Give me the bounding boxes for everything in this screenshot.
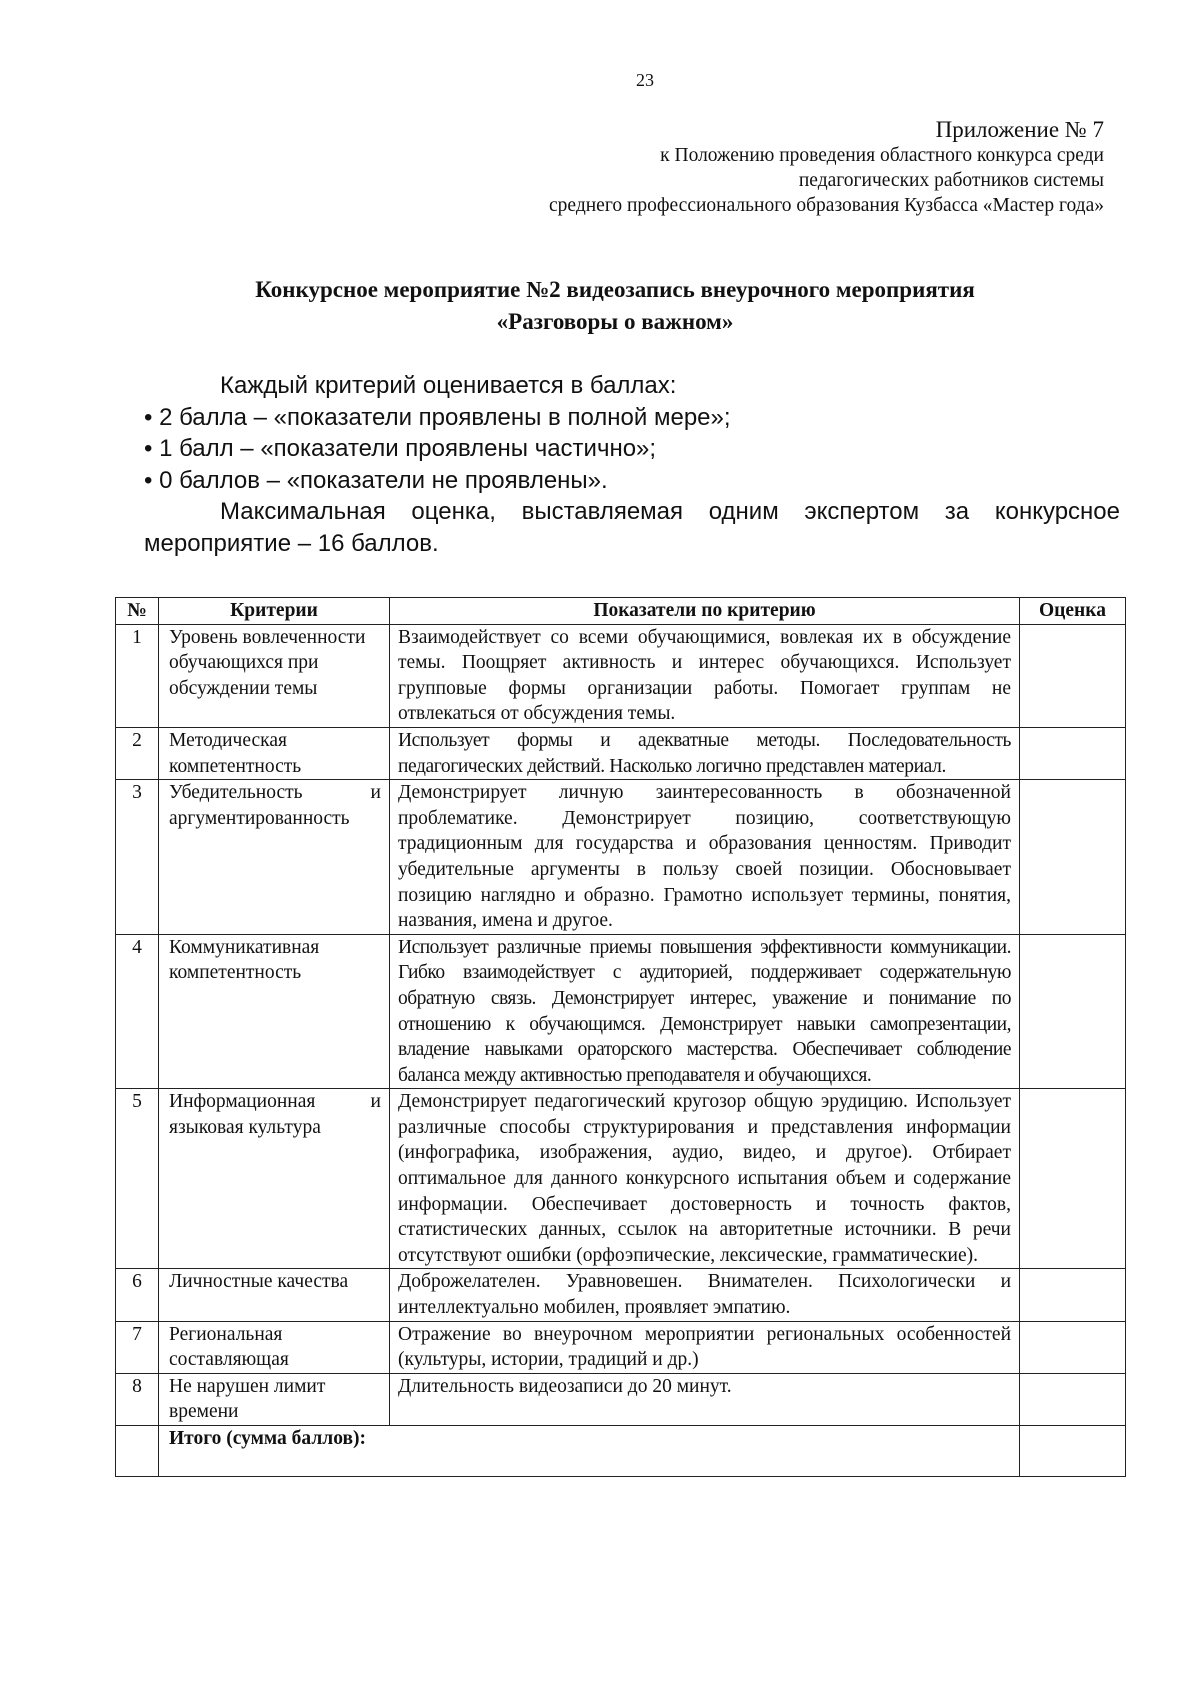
criterion-indicators: Длительность видеозаписи до 20 минут. (390, 1373, 1020, 1425)
criterion-name: Информационная и языковая культура (159, 1089, 390, 1269)
header-indicators: Показатели по критерию (390, 598, 1020, 625)
table-row (116, 1373, 1126, 1425)
table-row (116, 934, 1126, 1089)
criterion-name: Не нарушен лимит времени (159, 1373, 390, 1425)
criterion-name: Уровень вовлеченности обучающихся при обсуждении темы (159, 624, 390, 727)
score-cell[interactable] (1020, 1269, 1126, 1321)
score-cell[interactable] (1020, 780, 1126, 935)
header-score: Оценка (1020, 598, 1126, 625)
table-row (116, 780, 1126, 935)
table-header-row (116, 598, 1126, 625)
criterion-name: Региональная составляющая (159, 1321, 390, 1373)
row-number: 8 (116, 1373, 159, 1425)
score-cell[interactable] (1020, 934, 1126, 1089)
header-num: № (116, 598, 159, 625)
appendix-line: педагогических работников системы (798, 170, 1104, 191)
criterion-indicators: Использует формы и адекватные методы. Последовательность педагогических действий. Насколько логично представлен материал. (390, 727, 1020, 779)
score-cell[interactable] (1020, 727, 1126, 779)
table-row (116, 1089, 1126, 1269)
score-cell[interactable] (1020, 1089, 1126, 1269)
table-row (116, 1269, 1126, 1321)
score-cell[interactable] (1020, 624, 1126, 727)
criterion-indicators: Взаимодействует со всеми обучающимися, вовлекая их в обсуждение темы. Поощряет активность и интерес обучающихся. Использует групповые формы организации работы. Помогает группам не отвлекаться от обсуждения темы. (390, 624, 1020, 727)
criterion-name: Убедительность и аргументированность (159, 780, 390, 935)
appendix-line: к Положению проведения областного конкурса среди (660, 145, 1104, 166)
scoring-lead: Каждый критерий оценивается в баллах: (220, 372, 677, 399)
total-score-cell[interactable] (1020, 1426, 1126, 1477)
scoring-intro (144, 370, 1120, 559)
document-title (130, 274, 1100, 338)
appendix-line: среднего профессионального образования Кузбасса «Мастер года» (549, 195, 1104, 216)
scoring-bullet-0: • 0 баллов – «показатели не проявлены». (144, 466, 608, 494)
criterion-indicators: Отражение во внеурочном мероприятии региональных особенностей (культуры, истории, традиций и др.) (390, 1321, 1020, 1373)
page-number: 23 (636, 70, 654, 90)
row-number: 3 (116, 780, 159, 935)
criterion-indicators: Использует различные приемы повышения эффективности коммуникации. Гибко взаимодействует с аудиторией, поддерживает содержательную обратную связь. Демонстрирует интерес, уважение и понимание по отношению к обучающимся. Демонстрирует навыки самопрезентации, владение навыками ораторского мастерства. Обеспечивает соблюдение баланса между активностью преподавателя и обучающихся. (390, 934, 1020, 1089)
score-cell[interactable] (1020, 1321, 1126, 1373)
table-row (116, 727, 1126, 779)
header-criteria: Критерии (159, 598, 390, 625)
row-number: 2 (116, 727, 159, 779)
appendix-header (549, 116, 1104, 218)
scoring-bullet-2: • 2 балла – «показатели проявлены в полной мере»; (144, 403, 731, 431)
document-title-line-2: «Разговоры о важном» (496, 309, 734, 334)
row-number: 7 (116, 1321, 159, 1373)
row-number: 6 (116, 1269, 159, 1321)
document-title-line-1: Конкурсное мероприятие №2 видеозапись внеурочного мероприятия (255, 277, 975, 302)
criterion-indicators: Демонстрирует педагогический кругозор общую эрудицию. Использует различные способы структурирования и представления информации (инфографика, изображения, аудио, видео, и другое). Отбирает оптимальное для данного конкурсного испытания объем и содержание информации. Обеспечивает достоверность и точность фактов, статистических данных, ссылок на авторитетные источники. В речи отсутствуют ошибки (орфоэпические, лексические, грамматические). (390, 1089, 1020, 1269)
score-cell[interactable] (1020, 1373, 1126, 1425)
max-score-text: Максимальная оценка, выставляемая одним экспертом за конкурсное мероприятие – 16 баллов. (144, 498, 1120, 557)
total-num-cell (116, 1426, 159, 1477)
total-label: Итого (сумма баллов): (159, 1426, 1020, 1477)
row-number: 1 (116, 624, 159, 727)
row-number: 5 (116, 1089, 159, 1269)
criterion-indicators: Доброжелателен. Уравновешен. Внимателен. Психологически и интеллектуально мобилен, проявляет эмпатию. (390, 1269, 1020, 1321)
criterion-indicators: Демонстрирует личную заинтересованность в обозначенной проблематике. Демонстрирует позицию, соответствующую традиционным для государства и образования ценностям. Приводит убедительные аргументы в пользу своей позиции. Обосновывает позицию наглядно и образно. Грамотно использует термины, понятия, названия, имена и другое. (390, 780, 1020, 935)
criterion-name: Методическая компетентность (159, 727, 390, 779)
criterion-name: Коммуникативная компетентность (159, 934, 390, 1089)
table-row (116, 1321, 1126, 1373)
criteria-table (115, 597, 1126, 1477)
scoring-bullet-1: • 1 балл – «показатели проявлены частично»; (144, 435, 657, 462)
appendix-title: Приложение № 7 (935, 117, 1104, 142)
criterion-name: Личностные качества (159, 1269, 390, 1321)
table-row (116, 624, 1126, 727)
table-total-row (116, 1426, 1126, 1477)
row-number: 4 (116, 934, 159, 1089)
